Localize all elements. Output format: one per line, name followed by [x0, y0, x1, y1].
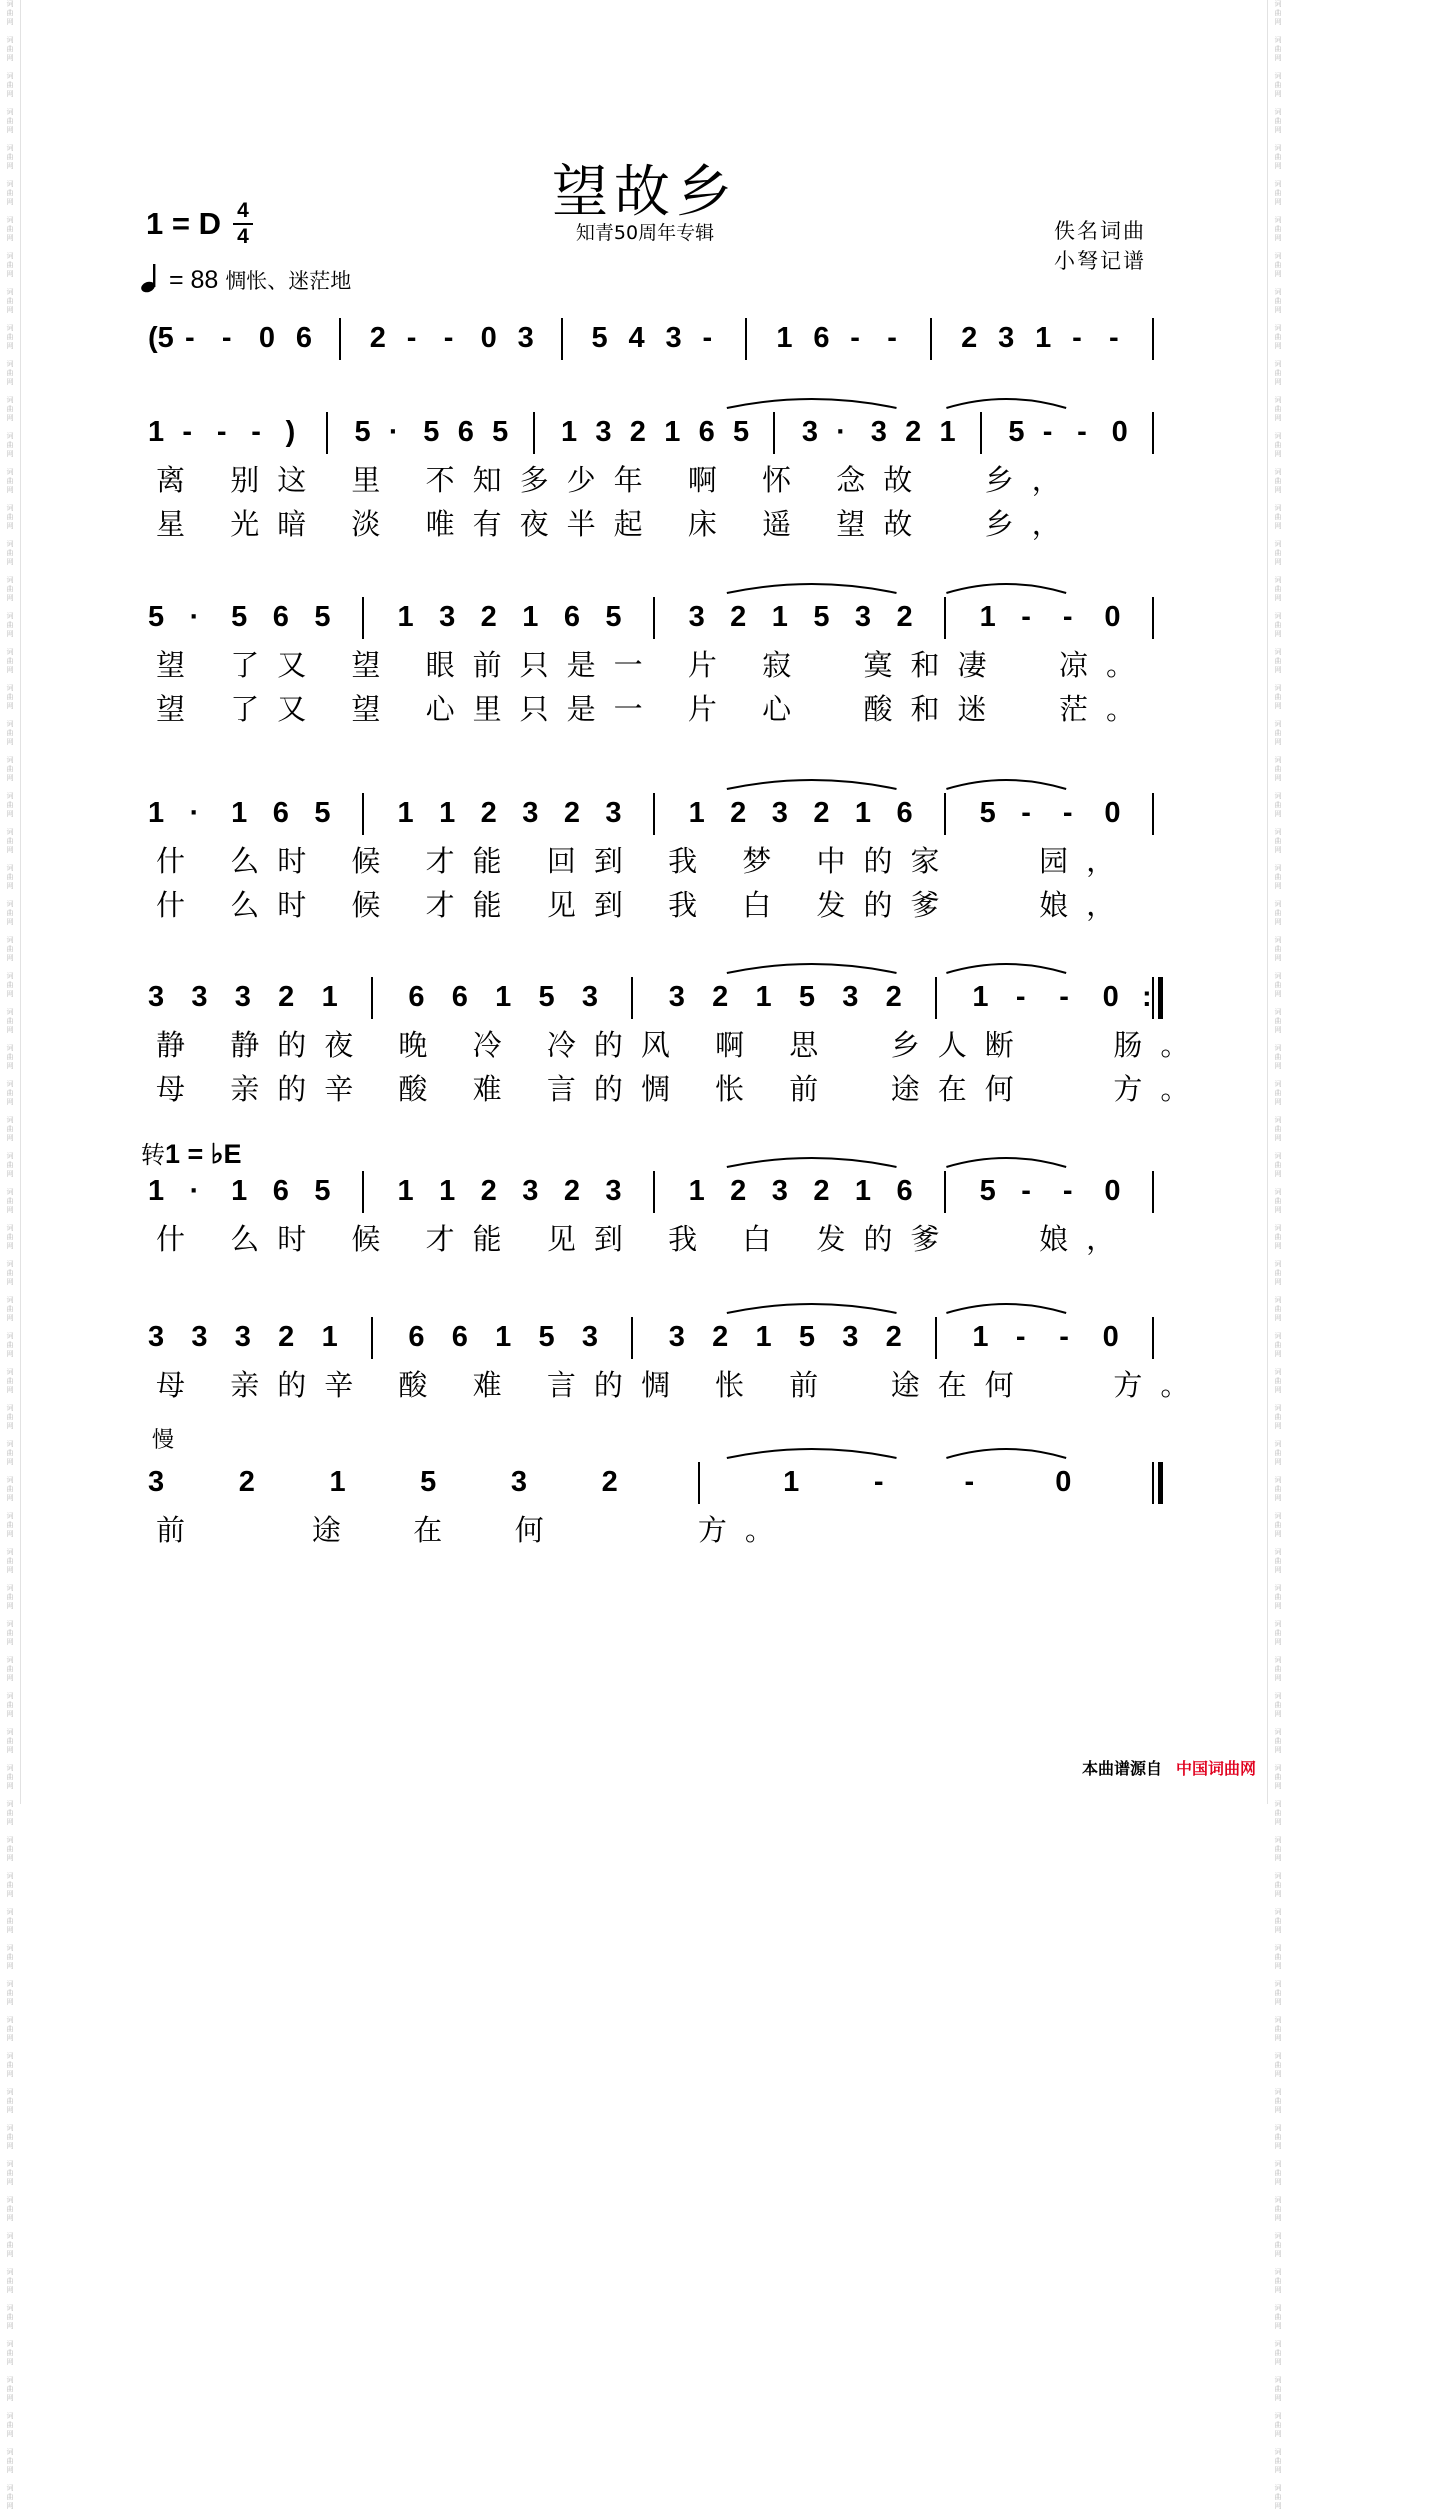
barline	[935, 977, 937, 1019]
note-token: 2	[601, 1466, 618, 1498]
note-token: ·	[189, 601, 200, 633]
note-token: 5	[423, 416, 440, 448]
note-token: 2	[896, 601, 913, 633]
note-token: )	[285, 416, 296, 448]
note-token: 3	[998, 322, 1015, 354]
note-token: 3	[234, 981, 251, 1013]
barline	[935, 1317, 937, 1359]
note-token: 2	[712, 981, 729, 1013]
note-token: 6	[457, 416, 474, 448]
note-token: 3	[842, 1321, 859, 1353]
note-token: 1	[397, 601, 414, 633]
note-token: 0	[1102, 981, 1119, 1013]
barline	[698, 1462, 700, 1504]
note-token: 2	[563, 1175, 580, 1207]
lyric-verse-1: 前 途 在 何 方。	[156, 1513, 792, 1547]
note-token: -	[1059, 981, 1069, 1013]
slur	[946, 1304, 1066, 1313]
note-token: 2	[961, 322, 978, 354]
lyric-verse-2: 望 了又 望 心里只是一 片 心 酸和迷 茫。	[156, 692, 1153, 726]
note-token: 1	[939, 416, 956, 448]
note-token: -	[1109, 322, 1119, 354]
note-token: 1	[522, 601, 539, 633]
modulation-key: 1 = ♭E	[165, 1139, 242, 1169]
tempo-value: = 88	[168, 266, 219, 294]
slur	[727, 1158, 897, 1167]
note-token: 3	[801, 416, 818, 448]
note-token: -	[443, 322, 454, 354]
barline	[533, 412, 535, 454]
note-token: 1	[972, 1321, 989, 1353]
note-token: 1	[397, 1175, 414, 1207]
barline	[1152, 1171, 1154, 1213]
note-token: 2	[480, 1175, 497, 1207]
note-token: -	[1015, 981, 1026, 1013]
song-title: 望故乡	[552, 160, 738, 225]
left-margin-line	[20, 0, 21, 1804]
note-token: 5	[231, 601, 248, 633]
note-token: 1	[771, 601, 788, 633]
note-token: ·	[189, 1175, 200, 1207]
note-token: 3	[688, 601, 705, 633]
note-token: 0	[258, 322, 276, 354]
note-token: ·	[388, 416, 399, 448]
slur	[727, 780, 897, 789]
repeat-sign: :	[1142, 981, 1152, 1013]
note-token: -	[184, 322, 195, 354]
note-token: 3	[668, 1321, 685, 1353]
note-token: 1	[664, 416, 681, 448]
tempo-marking	[140, 262, 351, 295]
note-token: 6	[896, 1175, 913, 1207]
note-token: 1	[783, 1466, 800, 1498]
note-token: 2	[712, 1321, 729, 1353]
barline	[1152, 1317, 1154, 1359]
final-barline	[1158, 1462, 1163, 1504]
note-token: 2	[278, 981, 295, 1013]
watermark-left: 词 曲 网 词 曲 网 词 曲 网 词 曲 网 词 曲 网 词 曲 网 词 曲 网 词 曲 网 词 曲 网 词 曲 网 词 曲 网 词 曲 网 词 曲 网 词 曲 网 词 曲 网 词 曲 网 词 曲 网 词 曲 网 词 曲 网 词 曲 网 词 曲 网 词 曲 网 词 曲 网 词 曲 网 词 曲 网 词 曲 网 词 曲 网 词 曲 网 词 曲 网 词 曲 网 词 曲 网 词 曲 网 词 曲 网 词 曲 网 词 曲 网 词 曲 网 词 曲 网 词 曲 网 词 曲 网 词 曲 网 词 曲 网 词 曲 网 词 曲 网 词 曲 网 词 曲 网 词 曲 网 词 曲 网 词 曲 网 词 曲 网 词 曲 网 词 曲 网 词 曲 网 词 曲 网 词 曲 网 词 曲 网 词 曲 网 词 曲 网 词 曲 网 词 曲 网 词 曲 网 词 曲 网 词 曲 网 词 曲 网 词 曲 网 词 曲 网 词 曲 网 词 曲 网 词 曲 网 词 曲 网 词 曲 网	[6, 0, 14, 2510]
note-token: 2	[813, 797, 830, 829]
slur	[727, 1449, 897, 1458]
note-token: 3	[581, 981, 599, 1013]
barline	[326, 412, 328, 454]
note-token: 2	[730, 797, 747, 829]
barline	[339, 318, 341, 360]
barline	[930, 318, 932, 360]
note-token: 1	[439, 1175, 456, 1207]
note-token: 3	[870, 416, 887, 448]
note-token: 0	[480, 322, 497, 354]
note-token: 2	[480, 601, 497, 633]
note-token: -	[1077, 416, 1087, 448]
note-token: 6	[896, 797, 913, 829]
note-token: -	[251, 416, 261, 448]
time-signature-bottom: 4	[237, 225, 249, 248]
note-token: 2	[563, 797, 580, 829]
lyric-verse-2: 星 光暗 淡 唯有夜半起 床 遥 望故 乡，	[156, 507, 1079, 541]
note-token: 1	[231, 797, 248, 829]
note-token: 1	[560, 416, 578, 448]
note-token: 6	[698, 416, 715, 448]
lyric-verse-1: 静 静的夜 晚 冷 冷的风 啊 思 乡人断 肠。	[156, 1028, 1208, 1062]
barline	[362, 1171, 364, 1213]
slur	[946, 780, 1066, 789]
barline	[944, 597, 946, 639]
note-token: -	[182, 416, 193, 448]
slur	[946, 584, 1066, 593]
note-token: 5	[813, 601, 830, 633]
note-token: 1	[495, 981, 512, 1013]
note-token: 2	[885, 1321, 902, 1353]
barline	[980, 412, 982, 454]
note-token: -	[1072, 322, 1082, 354]
note-token: 5	[538, 981, 555, 1013]
lyric-verse-1: 离 别这 里 不知多少年 啊 怀 念故 乡，	[156, 463, 1079, 497]
barline	[1152, 412, 1154, 454]
note-token: 1	[321, 981, 338, 1013]
note-token: -	[887, 322, 897, 354]
note-token: 2	[480, 797, 497, 829]
note-token: 1	[979, 601, 996, 633]
barline	[1152, 1462, 1154, 1504]
barline	[653, 597, 655, 639]
note-token: 1	[755, 1321, 772, 1353]
note-token: -	[964, 1466, 975, 1498]
footer	[1082, 1756, 1256, 1779]
time-signature	[233, 200, 253, 248]
note-token: 3	[148, 1466, 165, 1498]
note-token: 1	[148, 416, 165, 448]
note-token: -	[1059, 1321, 1069, 1353]
barline	[631, 977, 633, 1019]
note-token: 0	[1102, 1321, 1119, 1353]
note-token: 5	[314, 797, 331, 829]
modulation-prefix: 转	[141, 1141, 165, 1169]
note-token: 6	[813, 322, 830, 354]
barline	[653, 1171, 655, 1213]
note-token: 3	[439, 601, 456, 633]
note-token: 3	[522, 797, 539, 829]
lyric-verse-1: 望 了又 望 眼前只是一 片 寂 寞和凄 凉。	[156, 648, 1153, 682]
note-token: 1	[148, 797, 165, 829]
note-token: -	[216, 416, 227, 448]
footer-source: 本曲谱源自	[1081, 1759, 1162, 1778]
note-token: 3	[517, 322, 534, 354]
note-token: 1	[439, 797, 456, 829]
note-token: 5	[314, 601, 331, 633]
modulation-mark	[141, 1135, 242, 1170]
note-token: -	[1021, 797, 1031, 829]
note-token: 3	[605, 797, 622, 829]
note-token: 6	[272, 601, 289, 633]
note-token: 6	[451, 981, 468, 1013]
note-token: 1	[972, 981, 989, 1013]
lyric-verse-1: 母 亲的辛 酸 难 言的惆 怅 前 途在何 方。	[156, 1368, 1208, 1402]
note-token: 1	[854, 797, 872, 829]
note-token: 2	[905, 416, 922, 448]
lyric-verse-1: 什 么时 候 才能 回到 我 梦 中的家 园，	[156, 844, 1134, 878]
barline	[1152, 793, 1154, 835]
time-signature-top: 4	[237, 199, 249, 222]
note-token: 3	[771, 797, 788, 829]
note-token: 3	[148, 1321, 165, 1353]
note-token: ·	[836, 416, 846, 448]
slur	[946, 1449, 1066, 1458]
note-token: 3	[605, 1175, 622, 1207]
note-token: -	[1015, 1321, 1026, 1353]
note-token: 2	[730, 601, 747, 633]
slur	[727, 1304, 897, 1313]
slur	[946, 1158, 1066, 1167]
note-token: -	[221, 322, 232, 354]
note-token: 2	[730, 1175, 747, 1207]
note-token: 2	[885, 981, 902, 1013]
note-token: 2	[238, 1466, 255, 1498]
note-token: (5	[148, 322, 174, 354]
note-token: 1	[321, 1321, 338, 1353]
note-token: 3	[668, 981, 685, 1013]
note-token: 1	[776, 322, 793, 354]
note-token: 1	[231, 1175, 248, 1207]
note-token: 6	[408, 1321, 425, 1353]
note-token: 2	[278, 1321, 295, 1353]
barline	[362, 793, 364, 835]
barline	[1152, 977, 1154, 1019]
note-token: 3	[234, 1321, 251, 1353]
note-token: 5	[314, 1175, 331, 1207]
note-token: 0	[1055, 1466, 1072, 1498]
lyric-verse-2: 母 亲的辛 酸 难 言的惆 怅 前 途在何 方。	[156, 1072, 1208, 1106]
note-token: 3	[771, 1175, 788, 1207]
note-token: 5	[733, 416, 750, 448]
barline	[371, 1317, 373, 1359]
note-token: 3	[191, 981, 208, 1013]
note-token: 5	[1008, 416, 1025, 448]
note-token: 1	[854, 1175, 872, 1207]
note-token: 3	[595, 416, 612, 448]
note-token: 0	[1104, 797, 1121, 829]
note-token: 6	[451, 1321, 468, 1353]
note-token: 6	[408, 981, 425, 1013]
slur	[727, 584, 897, 593]
note-token: 0	[1104, 1175, 1121, 1207]
footer-site-link[interactable]: 中国词曲网	[1175, 1759, 1256, 1778]
note-token: 2	[813, 1175, 830, 1207]
note-token: 5	[538, 1321, 555, 1353]
slur	[727, 399, 897, 408]
note-token: 3	[665, 322, 682, 354]
note-token: 6	[563, 601, 580, 633]
barline	[1152, 597, 1154, 639]
note-token: 5	[354, 416, 371, 448]
slur	[727, 964, 897, 973]
note-token: 3	[148, 981, 165, 1013]
barline	[561, 318, 563, 360]
note-token: 1	[1035, 322, 1052, 354]
note-token: -	[1062, 1175, 1073, 1207]
note-token: -	[1042, 416, 1053, 448]
note-token: 5	[591, 322, 608, 354]
final-barline	[1158, 977, 1163, 1019]
note-token: 1	[495, 1321, 512, 1353]
note-token: -	[406, 322, 417, 354]
composer-credit: 佚名词曲	[1054, 219, 1146, 243]
tempo-change-mark: 慢	[152, 1428, 175, 1453]
note-token: 5	[605, 601, 622, 633]
tempo-expression: 惆怅、迷茫地	[225, 270, 352, 293]
note-token: 1	[329, 1466, 346, 1498]
barline	[362, 597, 364, 639]
barline	[773, 412, 775, 454]
barline	[1152, 318, 1154, 360]
note-token: -	[850, 322, 860, 354]
song-subtitle: 知青50周年专辑	[575, 222, 715, 244]
lyric-verse-1: 什 么时 候 才能 见到 我 白 发的爹 娘，	[156, 1222, 1134, 1256]
slur	[946, 399, 1066, 408]
note-token: 1	[688, 1175, 705, 1207]
note-token: -	[1062, 601, 1073, 633]
note-token: 3	[842, 981, 859, 1013]
barline	[371, 977, 373, 1019]
note-token: 5	[798, 1321, 815, 1353]
slur	[946, 964, 1066, 973]
note-token: 5	[492, 416, 509, 448]
note-token: 2	[629, 416, 646, 448]
note-token: 3	[510, 1466, 528, 1498]
watermark-right: 词 曲 网 词 曲 网 词 曲 网 词 曲 网 词 曲 网 词 曲 网 词 曲 网 词 曲 网 词 曲 网 词 曲 网 词 曲 网 词 曲 网 词 曲 网 词 曲 网 词 曲 网 词 曲 网 词 曲 网 词 曲 网 词 曲 网 词 曲 网 词 曲 网 词 曲 网 词 曲 网 词 曲 网 词 曲 网 词 曲 网 词 曲 网 词 曲 网 词 曲 网 词 曲 网 词 曲 网 词 曲 网 词 曲 网 词 曲 网 词 曲 网 词 曲 网 词 曲 网 词 曲 网 词 曲 网 词 曲 网 词 曲 网 词 曲 网 词 曲 网 词 曲 网 词 曲 网 词 曲 网 词 曲 网 词 曲 网 词 曲 网 词 曲 网 词 曲 网 词 曲 网 词 曲 网 词 曲 网 词 曲 网 词 曲 网 词 曲 网 词 曲 网 词 曲 网 词 曲 网 词 曲 网 词 曲 网 词 曲 网 词 曲 网 词 曲 网 词 曲 网 词 曲 网 词 曲 网 词 曲 网 词 曲 网	[1274, 0, 1282, 2510]
barline	[745, 318, 747, 360]
note-token: 4	[628, 322, 645, 354]
note-token: -	[1021, 1175, 1031, 1207]
note-token: 2	[369, 322, 386, 354]
note-token: 3	[522, 1175, 539, 1207]
note-token: 1	[688, 797, 705, 829]
quarter-note-icon	[140, 262, 162, 292]
note-token: 5	[979, 1175, 996, 1207]
barline	[944, 793, 946, 835]
note-token: -	[702, 322, 713, 354]
note-token: 5	[979, 797, 996, 829]
note-token: ·	[189, 797, 200, 829]
note-token: 6	[295, 322, 312, 354]
note-token: -	[1021, 601, 1031, 633]
note-token: 1	[148, 1175, 165, 1207]
note-token: -	[873, 1466, 884, 1498]
barline	[631, 1317, 633, 1359]
note-token: 1	[397, 797, 414, 829]
note-token: -	[1062, 797, 1073, 829]
transcriber-credit: 小弩记谱	[1054, 249, 1146, 273]
note-token: 5	[798, 981, 815, 1013]
note-token: 3	[581, 1321, 599, 1353]
barline	[944, 1171, 946, 1213]
note-token: 5	[420, 1466, 437, 1498]
credits	[1054, 216, 1146, 276]
note-token: 6	[272, 797, 289, 829]
note-token: 0	[1111, 416, 1128, 448]
note-token: 6	[272, 1175, 289, 1207]
barline	[653, 793, 655, 835]
note-token: 3	[191, 1321, 208, 1353]
key-signature: 1 = D	[146, 206, 221, 241]
lyric-verse-2: 什 么时 候 才能 见到 我 白 发的爹 娘，	[156, 888, 1134, 922]
note-token: 1	[755, 981, 772, 1013]
notation-row	[0, 318, 1290, 378]
note-token: 5	[148, 601, 165, 633]
note-token: 3	[854, 601, 872, 633]
note-token: 0	[1104, 601, 1121, 633]
